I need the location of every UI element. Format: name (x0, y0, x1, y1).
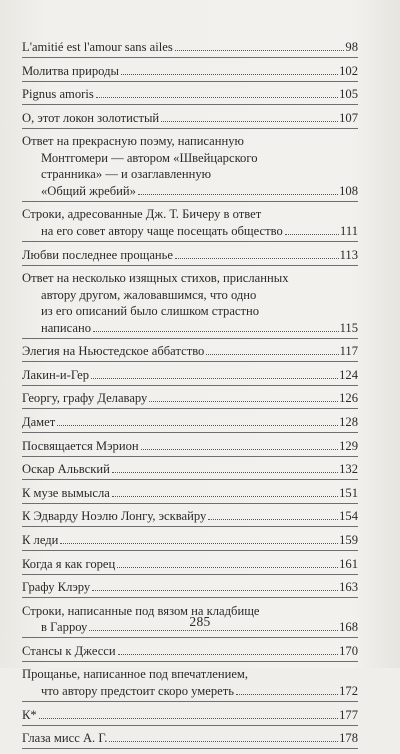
toc-entry-title: Когда я как горец (22, 556, 116, 571)
entry-underline (22, 748, 358, 749)
toc-entry-line (22, 86, 358, 103)
toc-entry-line (22, 390, 358, 407)
entry-underline (22, 661, 358, 662)
entry-underline (22, 265, 358, 266)
entry-underline (22, 57, 358, 58)
toc-entry-page-number: 154 (339, 509, 358, 524)
entry-underline (22, 361, 358, 362)
toc-entry-page-number: 177 (339, 707, 358, 722)
entry-underline (22, 456, 358, 457)
toc-entry-line (22, 707, 358, 724)
dot-leader (112, 471, 338, 473)
toc-entry-page-number: 98 (345, 40, 358, 54)
toc-entry-title: Оскар Альвский (22, 462, 110, 477)
toc-entry-title: на его совет автору чаще посещать общество (41, 223, 283, 238)
dot-leader (141, 448, 339, 450)
toc-entry-page-number: 159 (339, 533, 358, 547)
dot-leader (96, 96, 338, 98)
toc-entry-line (22, 367, 358, 384)
toc-entry-line (22, 183, 358, 200)
dot-leader (138, 193, 338, 195)
toc-entry-title: странника» — и озаглавленную (41, 167, 212, 182)
toc-entry-line (22, 666, 358, 683)
table-of-contents (22, 39, 358, 754)
toc-entry-line (22, 461, 358, 478)
toc-entry-line (22, 508, 358, 525)
toc-entry-page-number: 172 (339, 683, 358, 698)
dot-leader (60, 542, 338, 544)
toc-entry-title: О, этот локон золотистый (22, 110, 160, 125)
toc-entry-line (22, 579, 358, 596)
toc-entry-title: Глаза мисс А. Г. (22, 731, 108, 746)
toc-entry-title: Молитва природы (22, 63, 119, 78)
toc-entry-page-number: 115 (339, 320, 358, 335)
page-number: 285 (189, 614, 211, 629)
dot-leader (161, 120, 338, 122)
toc-entry (22, 707, 358, 726)
toc-entry-line (22, 303, 358, 320)
toc-entry-page-number: 105 (339, 87, 358, 102)
toc-entry (22, 110, 358, 129)
dot-leader (118, 653, 338, 655)
toc-entry-page-number: 102 (339, 63, 358, 78)
toc-entry (22, 414, 358, 433)
toc-entry-line (22, 643, 358, 660)
toc-entry-title: К музе вымысла (22, 485, 110, 500)
dot-leader (149, 400, 338, 402)
toc-entry (22, 579, 358, 598)
toc-entry-title: Прощанье, написанное под впечатлением, (22, 667, 249, 682)
toc-entry-page-number: 163 (339, 580, 358, 595)
entry-underline (22, 338, 358, 339)
toc-entry-title: Монтгомери — автором «Швейцарского (41, 150, 258, 165)
entry-underline (22, 597, 358, 598)
toc-entry-line (22, 532, 358, 549)
toc-entry (22, 206, 358, 242)
toc-entry-line (22, 63, 358, 80)
toc-entry-line (22, 438, 358, 455)
dot-leader (236, 693, 338, 695)
toc-entry-line (22, 247, 358, 264)
toc-entry-page-number: 126 (339, 391, 358, 406)
toc-entry-title: написано (41, 320, 92, 335)
toc-entry (22, 508, 358, 527)
toc-entry-page-number: 129 (339, 438, 358, 453)
toc-entry-page-number: 132 (339, 462, 358, 477)
toc-entry (22, 133, 358, 202)
toc-entry-title: Строки, написанные под вязом на кладбище (22, 603, 260, 618)
toc-entry-line (22, 110, 358, 127)
toc-entry-line (22, 39, 358, 56)
entry-underline (22, 81, 358, 82)
toc-entry-page-number: 178 (339, 731, 358, 746)
toc-entry-title: Графу Клэру (22, 580, 91, 595)
toc-entry-title: Ответ на несколько изящных стихов, присланных (22, 271, 289, 286)
toc-entry-title: К Эдварду Ноэлю Лонгу, эсквайру (22, 509, 207, 524)
dot-leader (93, 330, 339, 332)
entry-underline (22, 432, 358, 433)
toc-entry-title: Ответ на прекрасную поэму, написанную (22, 134, 244, 149)
dot-leader (206, 353, 338, 355)
toc-entry (22, 390, 358, 409)
dot-leader (175, 257, 339, 259)
toc-entry-line (22, 556, 358, 573)
toc-entry-title: К леди (22, 533, 59, 547)
toc-entry-page-number: 107 (339, 110, 358, 125)
toc-entry (22, 86, 358, 105)
toc-entry-title: Pignus amoris (22, 87, 94, 102)
toc-entry-page-number: 168 (339, 620, 358, 635)
entry-underline (22, 725, 358, 726)
toc-entry-line (22, 730, 358, 747)
toc-entry-title: Любви последнее прощанье (22, 247, 174, 262)
toc-entry (22, 730, 358, 749)
dot-leader (39, 717, 338, 719)
toc-entry-page-number: 161 (339, 556, 358, 571)
toc-entry (22, 63, 358, 82)
toc-entry (22, 343, 358, 362)
dot-leader (57, 424, 338, 426)
toc-entry-line (22, 206, 358, 223)
dot-leader (92, 589, 338, 591)
toc-entry-line (22, 683, 358, 700)
toc-entry-title: из его описаний было слишком страстно (41, 304, 260, 319)
toc-entry-title: «Общий жребий» (41, 183, 136, 198)
entry-underline (22, 550, 358, 551)
entry-underline (22, 526, 358, 527)
entry-underline (22, 128, 358, 129)
entry-underline (22, 637, 358, 638)
toc-entry-title: Строки, адресованные Дж. Т. Бичеру в ответ (22, 207, 262, 222)
toc-entry-title: Георгу, графу Делавару (22, 391, 148, 406)
toc-entry-line (22, 414, 358, 431)
toc-entry-page-number: 124 (339, 367, 358, 382)
toc-entry-title: Дамет (22, 415, 56, 430)
dot-leader (121, 73, 338, 75)
dot-leader (91, 377, 338, 379)
dot-leader (117, 566, 338, 568)
toc-entry (22, 247, 358, 266)
toc-entry-line (22, 133, 358, 150)
toc-entry-line (22, 287, 358, 304)
entry-underline (22, 241, 358, 242)
toc-entry-page-number: 117 (339, 344, 358, 359)
entry-underline (22, 104, 358, 105)
dot-leader (175, 49, 345, 51)
dot-leader (285, 233, 339, 235)
toc-entry-page-number: 170 (339, 643, 358, 658)
toc-entry-page-number: 108 (339, 183, 358, 198)
entry-underline (22, 701, 358, 702)
toc-entry (22, 485, 358, 504)
toc-entry-title: Лакин-и-Гер (22, 367, 90, 382)
entry-underline (22, 479, 358, 480)
entry-underline (22, 574, 358, 575)
toc-entry (22, 666, 358, 702)
toc-entry-line (22, 320, 358, 337)
toc-entry-line (22, 270, 358, 287)
toc-entry-page-number: 151 (339, 485, 358, 500)
toc-entry-title: Элегия на Ньюстедское аббатство (22, 344, 205, 359)
toc-entry-line (22, 150, 358, 167)
toc-entry-page-number: 113 (339, 247, 358, 262)
toc-entry (22, 532, 358, 551)
toc-entry (22, 270, 358, 339)
toc-entry-title: в Гарроу (41, 620, 88, 635)
toc-entry (22, 461, 358, 480)
toc-entry-line (22, 166, 358, 183)
dot-leader (208, 518, 338, 520)
dot-leader (109, 740, 338, 742)
toc-entry-title: автору другом, жаловавшимся, что одно (41, 287, 257, 302)
toc-entry (22, 643, 358, 662)
toc-entry-title: К* (22, 707, 37, 722)
toc-entry-line (22, 485, 358, 502)
entry-underline (22, 408, 358, 409)
toc-entry-line (22, 223, 358, 240)
toc-entry-line (22, 343, 358, 360)
entry-underline (22, 503, 358, 504)
toc-entry (22, 438, 358, 457)
entry-underline (22, 385, 358, 386)
toc-entry-title: что автору предстоит скоро умереть (41, 683, 234, 698)
toc-entry-title: Стансы к Джесси (22, 643, 116, 658)
toc-entry (22, 556, 358, 575)
toc-entry-title: L'amitié est l'amour sans ailes (22, 40, 173, 54)
toc-entry-title: Посвящается Мэрион (22, 438, 139, 453)
toc-entry-page-number: 111 (340, 223, 358, 238)
entry-underline (22, 201, 358, 202)
toc-entry (22, 39, 358, 58)
toc-entry (22, 367, 358, 386)
dot-leader (112, 495, 338, 497)
toc-entry-page-number: 128 (339, 415, 358, 430)
